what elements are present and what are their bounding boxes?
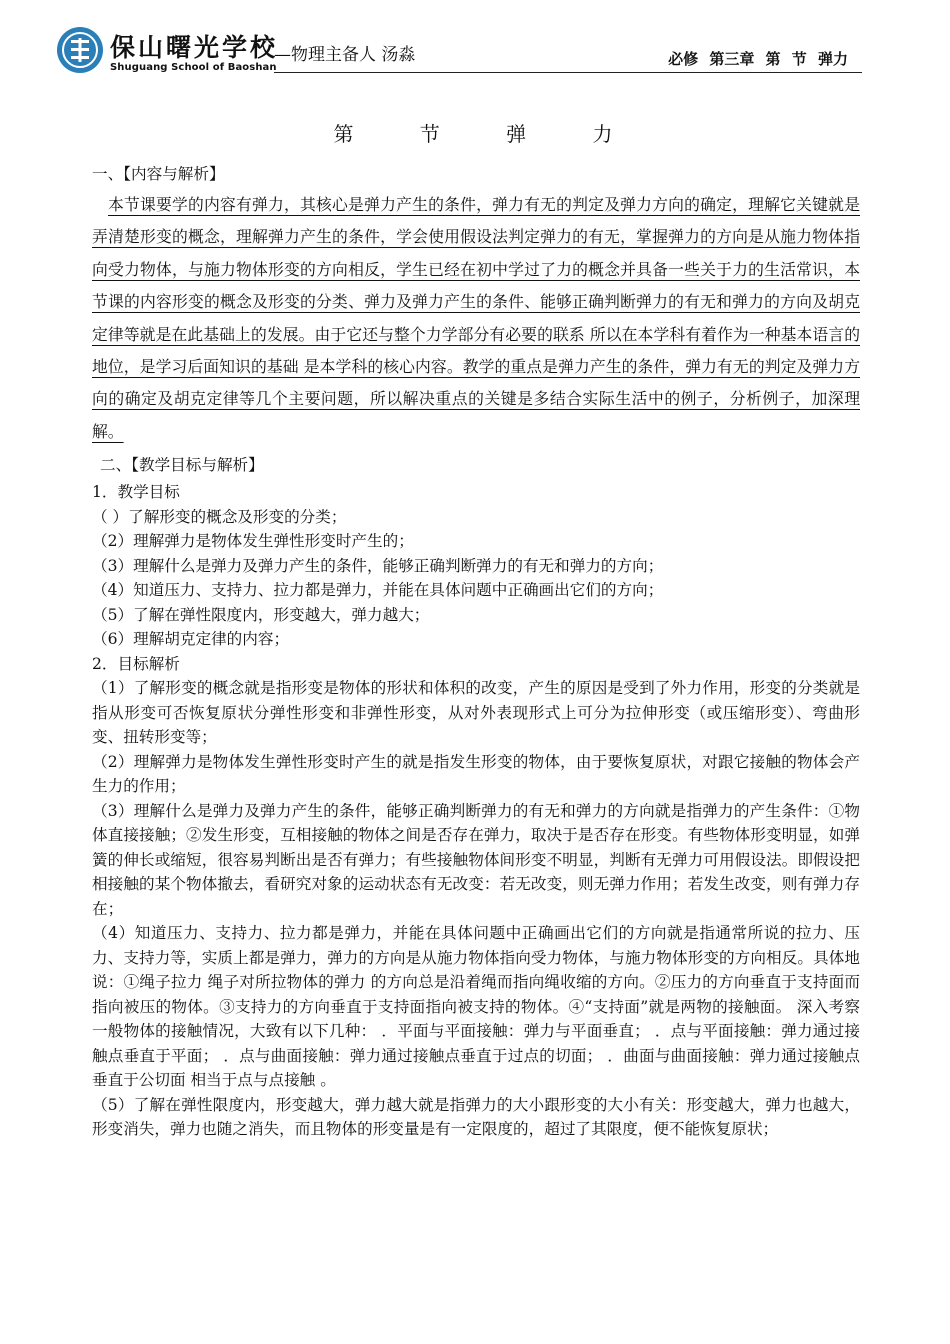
analysis-item: （3）理解什么是弹力及弹力产生的条件，能够正确判断弹力的有无和弹力的方向就是指弹力的产生条件：①物体直接接触；②发生形变，互相接触的物体之间是否存在弹力，取决于是否存在形变。有些物体形变明显，如弹簧的伸长或缩短，很容易判断出是否有弹力；有些接触物体间形变不明显，判断有无弹力可用假设法。即假设把相接触的某个物体撤去，看研究对象的运动状态有无改变：若无改变，则无弹力作用；若发生改变，则有弹力存在； [92,801,860,918]
section2-heading: 二、【教学目标与解析】 [100,456,264,475]
section1-paragraph: 本节课要学的内容有弹力，其核心是弹力产生的条件，弹力有无的判定及弹力方向的确定，理解它关键就是弄清楚形变的概念，理解弹力产生的条件，学会使用假设法判定弹力的有无，掌握弹力的方向是从施力物体指向受力物体，与施力物体形变的方向相反，学生已经在初中学过了力的概念并具备一些关于力的生活常识，本节课的内容形变的概念及形变的分类、弹力及弹力产生的条件、能够正确判断弹力的有无和弹力的方向及胡克定律等就是在此基础上的发展。由于它还与整个力学部分有必要的联系 所以在本学科有着作为一种基本语言的地位，是学习后面知识的基础 是本学科的核心内容。教学的重点是弹力产生的条件，弹力有无的判定及弹力方向的确定及胡克定律等几个主要问题，所以解决重点的关键是多结合实际生活中的例子，分析例子，加深理解。 [92,195,860,441]
goal-item: （4）知道压力、支持力、拉力都是弹力，并能在具体问题中正确画出它们的方向； [92,581,664,600]
analysis-title: 2．目标解析 [92,654,180,673]
goals-title: 1．教学目标 [92,483,180,502]
goal-item: （3）理解什么是弹力及弹力产生的条件，能够正确判断弹力的有无和弹力的方向； [92,556,664,575]
section1-heading: 一、【内容与解析】 [92,165,225,183]
goals-list [92,505,860,652]
analysis-item: （1）了解形变的概念就是指形变是物体的形状和体积的改变，产生的原因是受到了外力作用，形变的分类就是指从形变可否恢复原状分弹性形变和非弹性形变，从对外表现形式上可分为拉伸形变（或压缩形变）、弯曲形变、扭转形变等； [92,679,860,747]
document-body [92,118,860,1142]
goal-item: （5）了解在弹性限度内，形变越大，弹力越大； [92,605,430,624]
preparer-line: —物理主备人 汤淼 [274,45,416,65]
analysis-item: （4）知道压力、支持力、拉力都是弹力，并能在具体问题中正确画出它们的方向就是指通常所说的拉力、压力、支持力等，实质上都是弹力，弹力的方向是从施力物体指向受力物体，与施力物体形变的方向相反。具体地说：①绳子拉力 绳子对所拉物体的弹力 的方向总是沿着绳而指向绳收缩的方向。②压力的方向垂直于支持面而指向被压的物体。③支持力的方向垂直于支持面指向被支持的物体。④“支持面”就是两物的接触面。 深入考察一般物体的接触情况，大致有以下几种： ．平面与平面接触：弹力与平面垂直； ．点与平面接触：弹力通过接触点垂直于平面； ．点与曲面接触：弹力通过接触点垂直于过点的切面； ．曲面与曲面接触：弹力通过接触点垂直于公切面 相当于点与点接触 。 [92,924,860,1090]
goal-item: （ ）了解形变的概念及形变的分类； [92,507,347,526]
school-name-en: Shuguang School of Baoshan [110,62,277,73]
school-name-cn: 保山曙光学校 [110,33,279,62]
goal-item: （2）理解弹力是物体发生弹性形变时产生的； [92,532,414,551]
goal-item: （6）理解胡克定律的内容； [92,630,290,649]
page-header [52,22,862,82]
course-info: 必修 第三章 第 节 弹力 [668,50,848,68]
school-logo-icon [56,26,104,74]
page-title: 第 节 弹 力 [333,122,643,146]
analysis-item: （2）理解弹力是物体发生弹性形变时产生的就是指发生形变的物体，由于要恢复原状，对跟它接触的物体会产生力的作用； [92,752,860,796]
analysis-item: （5）了解在弹性限度内，形变越大，弹力越大就是指弹力的大小跟形变的大小有关：形变越大，弹力也越大，形变消失，弹力也随之消失，而且物体的形变量是有一定限度的，超过了其限度，便不能恢复原状； [92,1095,860,1139]
header-divider [274,72,862,73]
